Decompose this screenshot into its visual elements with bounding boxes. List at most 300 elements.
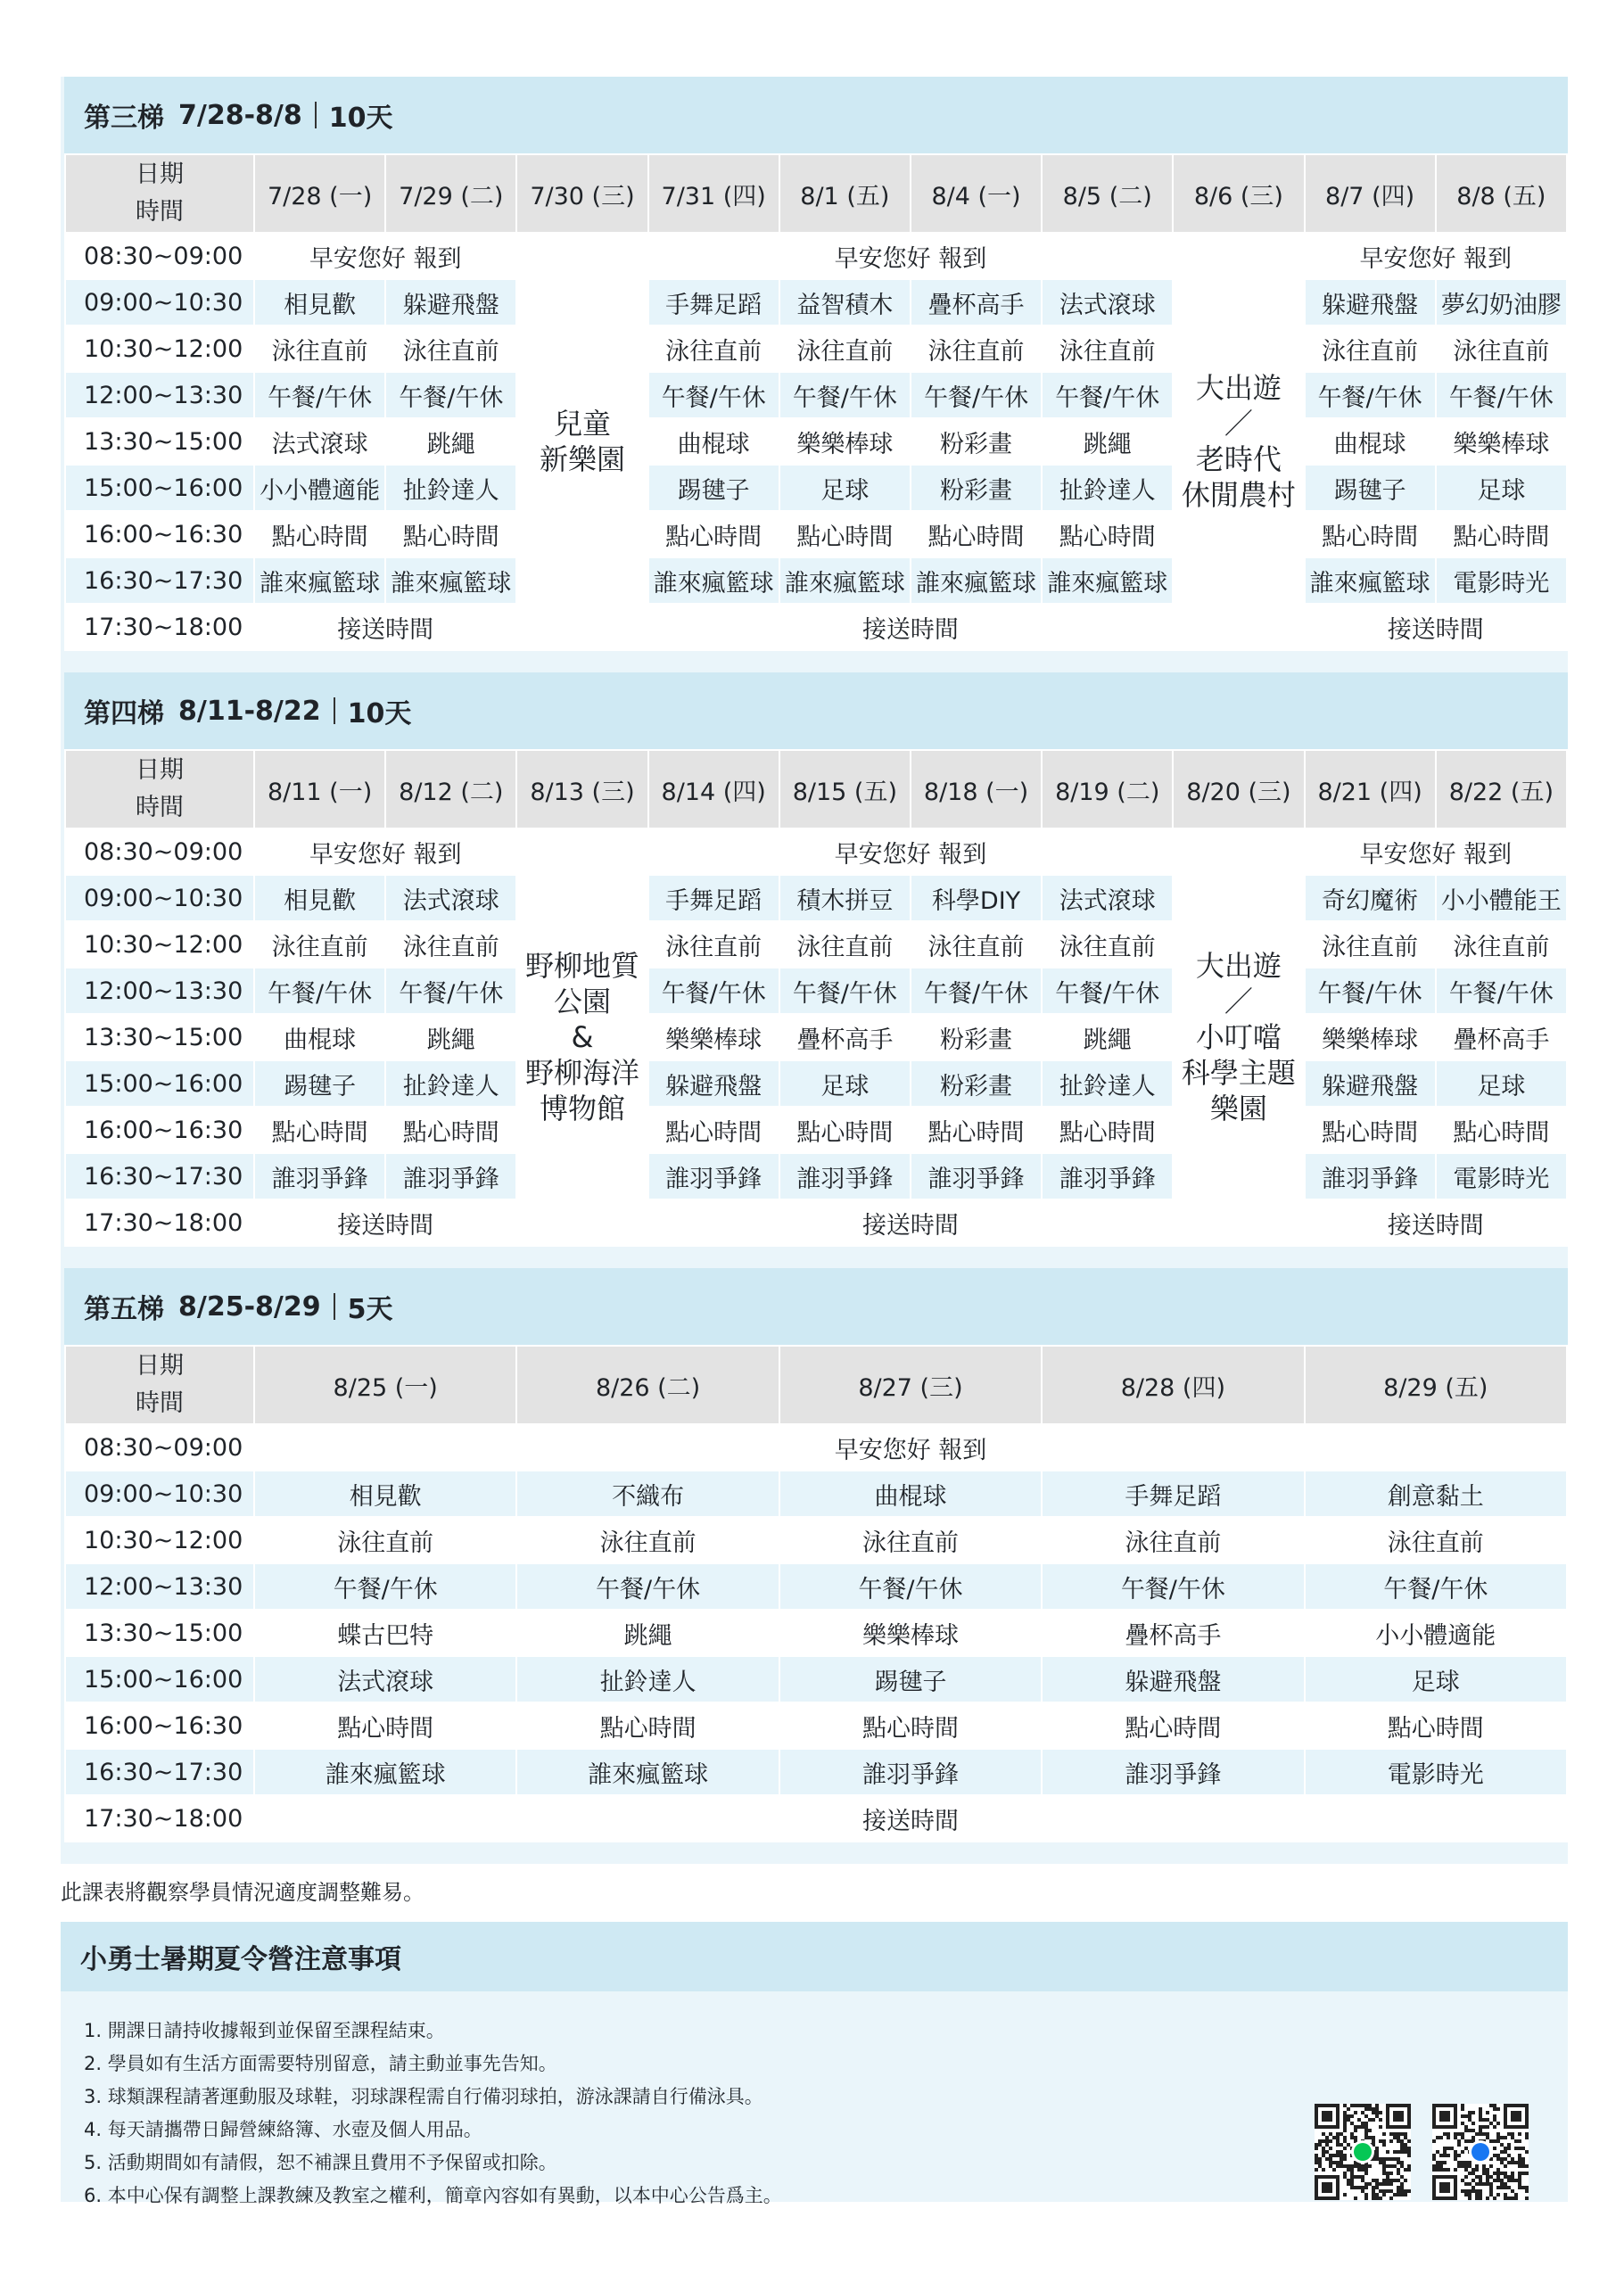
time-row — [66, 1750, 1566, 1794]
session-header — [64, 672, 1568, 749]
date-column-header: 8/25 (一) — [255, 1347, 515, 1423]
activity-cell: 法式滾球 — [1043, 280, 1172, 325]
date-column-header: 8/6 (三) — [1174, 155, 1303, 232]
activity-cell: 泳往直前 — [1059, 933, 1156, 961]
activity-cell: 踢毽子 — [255, 1061, 384, 1106]
activity-cell: 法式滾球 — [271, 430, 368, 458]
date-time-header — [66, 751, 253, 828]
check-in-cell: 早安您好 報到 — [255, 234, 515, 278]
pickup-cell: 接送時間 — [1306, 605, 1567, 649]
activity-cell: 躲避飛盤 — [1043, 1657, 1303, 1702]
time-row — [66, 876, 1566, 920]
field-trip-line: 休閒農村 — [1181, 478, 1296, 512]
activity-cell: 泳往直前 — [796, 337, 894, 366]
activity-cell: 午餐/午休 — [386, 968, 515, 1013]
field-trip-line: 新樂園 — [539, 442, 625, 476]
time-row — [66, 326, 1566, 371]
activity-cell: 泳往直前 — [1322, 933, 1419, 961]
activity-cell: 扯鈴達人 — [386, 1061, 515, 1106]
notice-item: 1. 開課日請持收據報到並保留至課程結束。 — [84, 2020, 445, 2041]
header-row — [66, 751, 1566, 828]
activity-cell: 點心時間 — [337, 1714, 434, 1743]
activity-cell: 點心時間 — [402, 523, 499, 551]
activity-cell: 泳往直前 — [402, 933, 499, 961]
field-trip-line: 大出遊 — [1195, 371, 1282, 405]
date-column-header: 8/4 (一) — [911, 155, 1041, 232]
time-slot: 09:00~10:30 — [66, 876, 253, 920]
notice-title: 小勇士暑期夏令營注意事項 — [61, 1922, 1568, 1991]
empty-cell — [517, 829, 647, 874]
check-in-cell: 早安您好 報到 — [649, 829, 1173, 874]
time-label: 時間 — [136, 1389, 184, 1417]
activity-cell: 泳往直前 — [402, 337, 499, 366]
activity-cell: 相見歡 — [255, 280, 384, 325]
time-slot: 15:00~16:00 — [66, 466, 253, 510]
check-in-cell: 早安您好 報到 — [255, 829, 515, 874]
date-column-header: 8/8 (五) — [1437, 155, 1566, 232]
activity-cell: 誰羽爭鋒 — [1043, 1750, 1303, 1794]
time-row — [66, 1657, 1566, 1702]
activity-cell: 泳往直前 — [599, 1529, 697, 1557]
activity-cell: 法式滾球 — [1043, 876, 1172, 920]
field-trip-line: 博物館 — [539, 1092, 625, 1125]
empty-cell — [1174, 234, 1303, 278]
activity-cell: 樂樂棒球 — [1322, 1026, 1419, 1054]
activity-cell: 泳往直前 — [1059, 337, 1156, 366]
activity-cell: 點心時間 — [861, 1714, 959, 1743]
time-slot: 16:30~17:30 — [66, 1750, 253, 1794]
notice-item: 6. 本中心保有調整上課教練及教室之權利，簡章內容如有異動，以本中心公告爲主。 — [84, 2185, 782, 2206]
activity-cell: 誰羽爭鋒 — [386, 1154, 515, 1199]
activity-cell: 點心時間 — [927, 523, 1025, 551]
date-column-header: 7/28 (一) — [255, 155, 384, 232]
session-header — [64, 1268, 1568, 1345]
date-column-header: 8/13 (三) — [517, 751, 647, 828]
activity-cell: 足球 — [1437, 466, 1566, 510]
activity-cell: 疊杯高手 — [1125, 1621, 1222, 1650]
activity-cell: 午餐/午休 — [780, 373, 910, 417]
activity-cell: 泳往直前 — [337, 1529, 434, 1557]
field-trip-line: 兒童 — [553, 407, 611, 441]
date-label: 日期 — [136, 756, 184, 784]
activity-cell: 手舞足蹈 — [649, 280, 779, 325]
empty-cell — [1174, 1200, 1303, 1245]
time-slot: 08:30~09:00 — [66, 829, 253, 874]
activity-cell: 泳往直前 — [927, 933, 1025, 961]
session-title: 第五梯 — [84, 1294, 164, 1325]
date-time-header — [66, 1347, 253, 1423]
field-trip-cell — [517, 876, 647, 1199]
check-in-cell: 早安您好 報到 — [1306, 829, 1567, 874]
session-days: 10天 — [347, 698, 412, 729]
time-slot: 15:00~16:00 — [66, 1061, 253, 1106]
activity-cell: 手舞足蹈 — [1043, 1471, 1303, 1516]
time-slot: 13:30~15:00 — [66, 1611, 253, 1655]
activity-cell: 跳繩 — [1083, 1026, 1132, 1054]
activity-cell: 曲棍球 — [1333, 430, 1406, 458]
date-column-header: 8/28 (四) — [1043, 1347, 1303, 1423]
activity-cell: 樂樂棒球 — [665, 1026, 763, 1054]
session-dates: 8/25-8/29 — [178, 1290, 321, 1323]
pickup-cell: 接送時間 — [649, 605, 1173, 649]
activity-cell: 點心時間 — [1387, 1714, 1484, 1743]
activity-cell: 誰來瘋籃球 — [1043, 558, 1172, 603]
time-row — [66, 280, 1566, 325]
time-row — [66, 968, 1566, 1013]
activity-cell: 踢毽子 — [1306, 466, 1435, 510]
time-row — [66, 1518, 1566, 1562]
notice-body — [61, 1991, 1568, 2206]
activity-cell: 蝶古巴特 — [337, 1621, 434, 1650]
activity-cell: 點心時間 — [271, 1118, 368, 1147]
time-slot: 17:30~18:00 — [66, 1200, 253, 1245]
activity-cell: 午餐/午休 — [1437, 968, 1566, 1013]
field-trip-line: & — [571, 1020, 594, 1054]
check-in-cell: 早安您好 報到 — [255, 1425, 1566, 1470]
activity-cell: 泳往直前 — [1387, 1529, 1484, 1557]
session-title: 第三梯 — [84, 103, 164, 134]
notice-item: 3. 球類課程請著運動服及球鞋，羽球課程需自行備羽球拍，游泳課請自行備泳具。 — [84, 2086, 763, 2107]
activity-cell: 扯鈴達人 — [1043, 1061, 1172, 1106]
date-column-header: 8/20 (三) — [1174, 751, 1303, 828]
activity-cell: 法式滾球 — [255, 1657, 515, 1702]
activity-cell: 泳往直前 — [1453, 337, 1550, 366]
date-column-header: 8/27 (三) — [780, 1347, 1041, 1423]
activity-cell: 相見歡 — [255, 876, 384, 920]
activity-cell: 跳繩 — [623, 1621, 672, 1650]
activity-cell: 午餐/午休 — [1306, 968, 1435, 1013]
activity-cell: 點心時間 — [1322, 1118, 1419, 1147]
notice-panel — [61, 1922, 1568, 2206]
activity-cell: 誰來瘋籃球 — [255, 1750, 515, 1794]
time-slot: 16:00~16:30 — [66, 512, 253, 556]
activity-cell: 跳繩 — [426, 1026, 475, 1054]
activity-cell: 午餐/午休 — [1043, 968, 1172, 1013]
date-column-header: 7/29 (二) — [386, 155, 515, 232]
activity-cell: 午餐/午休 — [780, 1564, 1041, 1609]
activity-cell: 午餐/午休 — [780, 968, 910, 1013]
time-row — [66, 605, 1566, 649]
time-slot: 10:30~12:00 — [66, 326, 253, 371]
activity-cell: 點心時間 — [1322, 523, 1419, 551]
time-row — [66, 1471, 1566, 1516]
activity-cell: 疊杯高手 — [911, 280, 1041, 325]
activity-cell: 泳往直前 — [927, 337, 1025, 366]
session-days: 10天 — [328, 103, 393, 134]
date-column-header: 7/30 (三) — [517, 155, 647, 232]
time-row — [66, 1564, 1566, 1609]
activity-cell: 積木拼豆 — [780, 876, 910, 920]
time-slot: 16:30~17:30 — [66, 1154, 253, 1199]
divider — [334, 697, 335, 724]
activity-cell: 手舞足蹈 — [649, 876, 779, 920]
activity-cell: 點心時間 — [271, 523, 368, 551]
time-slot: 08:30~09:00 — [66, 234, 253, 278]
field-trip-cell — [517, 280, 647, 603]
empty-cell — [517, 1200, 647, 1245]
date-label: 日期 — [136, 1352, 184, 1380]
field-trip-line: ／ — [1224, 985, 1253, 1018]
activity-cell: 誰來瘋籃球 — [1306, 558, 1435, 603]
activity-cell: 點心時間 — [1059, 1118, 1156, 1147]
pickup-cell: 接送時間 — [255, 1200, 515, 1245]
activity-cell: 點心時間 — [1453, 1118, 1550, 1147]
activity-cell: 點心時間 — [402, 1118, 499, 1147]
activity-cell: 誰來瘋籃球 — [780, 558, 910, 603]
activity-cell: 點心時間 — [796, 1118, 894, 1147]
activity-cell: 泳往直前 — [796, 933, 894, 961]
activity-cell: 疊杯高手 — [796, 1026, 894, 1054]
time-slot: 13:30~15:00 — [66, 419, 253, 464]
activity-cell: 誰羽爭鋒 — [255, 1154, 384, 1199]
activity-cell: 誰來瘋籃球 — [911, 558, 1041, 603]
time-row — [66, 1611, 1566, 1655]
divider — [315, 102, 317, 128]
time-slot: 10:30~12:00 — [66, 1518, 253, 1562]
pickup-cell: 接送時間 — [255, 605, 515, 649]
time-slot: 09:00~10:30 — [66, 1471, 253, 1516]
activity-cell: 泳往直前 — [1125, 1529, 1222, 1557]
session-section — [61, 1268, 1568, 1864]
activity-cell: 電影時光 — [1306, 1750, 1566, 1794]
empty-cell — [517, 234, 647, 278]
activity-cell: 午餐/午休 — [649, 968, 779, 1013]
date-column-header: 8/14 (四) — [649, 751, 779, 828]
activity-cell: 泳往直前 — [665, 933, 763, 961]
time-row — [66, 1796, 1566, 1841]
time-slot: 12:00~13:30 — [66, 968, 253, 1013]
activity-cell: 點心時間 — [1125, 1714, 1222, 1743]
divider — [334, 1293, 335, 1320]
empty-cell — [517, 605, 647, 649]
activity-cell: 點心時間 — [927, 1118, 1025, 1147]
activity-cell: 午餐/午休 — [1306, 1564, 1566, 1609]
activity-cell: 粉彩畫 — [940, 1026, 1013, 1054]
time-row — [66, 922, 1566, 967]
activity-cell: 足球 — [1306, 1657, 1566, 1702]
activity-cell: 點心時間 — [665, 1118, 763, 1147]
notice-item: 2. 學員如有生活方面需要特別留意，請主動並事先告知。 — [84, 2053, 557, 2074]
activity-cell: 跳繩 — [426, 430, 475, 458]
field-trip-line: 小叮噹 — [1195, 1020, 1282, 1054]
time-slot: 16:00~16:30 — [66, 1108, 253, 1152]
time-slot: 12:00~13:30 — [66, 1564, 253, 1609]
activity-cell: 扯鈴達人 — [386, 466, 515, 510]
time-row — [66, 558, 1566, 603]
field-trip-line: 科學主題 — [1181, 1056, 1296, 1090]
activity-cell: 電影時光 — [1437, 558, 1566, 603]
activity-cell: 樂樂棒球 — [1453, 430, 1550, 458]
activity-cell: 誰來瘋籃球 — [255, 558, 384, 603]
time-row — [66, 1703, 1566, 1748]
activity-cell: 小小體適能 — [1375, 1621, 1496, 1650]
activity-cell: 不織布 — [517, 1471, 778, 1516]
date-column-header: 8/7 (四) — [1306, 155, 1435, 232]
date-column-header: 8/29 (五) — [1306, 1347, 1566, 1423]
field-trip-cell — [1174, 876, 1303, 1199]
date-time-header — [66, 155, 253, 232]
activity-cell: 足球 — [780, 1061, 910, 1106]
time-row — [66, 466, 1566, 510]
date-column-header: 8/11 (一) — [255, 751, 384, 828]
activity-cell: 法式滾球 — [386, 876, 515, 920]
activity-cell: 午餐/午休 — [1043, 373, 1172, 417]
activity-cell: 扯鈴達人 — [517, 1657, 778, 1702]
date-column-header: 7/31 (四) — [649, 155, 779, 232]
activity-cell: 夢幻奶油膠 — [1437, 280, 1566, 325]
empty-cell — [1174, 829, 1303, 874]
check-in-cell: 早安您好 報到 — [1306, 234, 1567, 278]
activity-cell: 午餐/午休 — [649, 373, 779, 417]
field-trip-line: 老時代 — [1195, 442, 1282, 476]
activity-cell: 益智積木 — [780, 280, 910, 325]
notice-item: 5. 活動期間如有請假，恕不補課且費用不予保留或扣除。 — [84, 2152, 557, 2173]
line-qr-code[interactable] — [1315, 2104, 1411, 2200]
activity-cell: 粉彩畫 — [911, 1061, 1041, 1106]
time-slot: 16:00~16:30 — [66, 1703, 253, 1748]
date-column-header: 8/21 (四) — [1306, 751, 1435, 828]
activity-cell: 躲避飛盤 — [649, 1061, 779, 1106]
schedule-page — [61, 77, 1568, 2206]
activity-cell: 粉彩畫 — [911, 466, 1041, 510]
time-slot: 17:30~18:00 — [66, 605, 253, 649]
activity-cell: 踢毽子 — [649, 466, 779, 510]
session-header — [64, 77, 1568, 153]
activity-cell: 午餐/午休 — [911, 373, 1041, 417]
activity-cell: 誰羽爭鋒 — [1306, 1154, 1435, 1199]
date-column-header: 8/12 (二) — [386, 751, 515, 828]
activity-cell: 誰來瘋籃球 — [517, 1750, 778, 1794]
activity-cell: 創意黏土 — [1306, 1471, 1566, 1516]
pickup-cell: 接送時間 — [1306, 1200, 1567, 1245]
field-trip-line: 樂園 — [1209, 1092, 1267, 1125]
time-slot: 13:30~15:00 — [66, 1015, 253, 1059]
time-row — [66, 829, 1566, 874]
activity-cell: 誰來瘋籃球 — [649, 558, 779, 603]
activity-cell: 泳往直前 — [271, 337, 368, 366]
time-slot: 15:00~16:00 — [66, 1657, 253, 1702]
pickup-cell: 接送時間 — [649, 1200, 1173, 1245]
time-slot: 17:30~18:00 — [66, 1796, 253, 1841]
activity-cell: 曲棍球 — [677, 430, 750, 458]
session-section — [61, 672, 1568, 1268]
activity-cell: 點心時間 — [1059, 523, 1156, 551]
activity-cell: 足球 — [1437, 1061, 1566, 1106]
field-trip-line: 野柳地質 — [524, 949, 639, 983]
session-section — [61, 77, 1568, 672]
time-slot: 16:30~17:30 — [66, 558, 253, 603]
activity-cell: 泳往直前 — [665, 337, 763, 366]
schedule-table — [64, 1345, 1568, 1842]
time-label: 時間 — [136, 198, 184, 226]
activity-cell: 曲棍球 — [284, 1026, 357, 1054]
time-row — [66, 1061, 1566, 1106]
activity-cell: 點心時間 — [796, 523, 894, 551]
activity-cell: 小小體適能 — [255, 466, 384, 510]
activity-cell: 躲避飛盤 — [1306, 280, 1435, 325]
facebook-icon — [1469, 2140, 1492, 2163]
activity-cell: 午餐/午休 — [255, 1564, 515, 1609]
activity-cell: 泳往直前 — [1322, 337, 1419, 366]
time-row — [66, 1108, 1566, 1152]
activity-cell: 跳繩 — [1083, 430, 1132, 458]
date-column-header: 8/22 (五) — [1437, 751, 1566, 828]
session-days: 5天 — [347, 1294, 393, 1325]
activity-cell: 午餐/午休 — [1043, 1564, 1303, 1609]
date-column-header: 8/19 (二) — [1043, 751, 1172, 828]
facebook-qr-code[interactable] — [1432, 2104, 1529, 2200]
line-icon — [1351, 2140, 1374, 2163]
date-column-header: 8/5 (二) — [1043, 155, 1172, 232]
schedule-table — [64, 153, 1568, 651]
activity-cell: 疊杯高手 — [1453, 1026, 1550, 1054]
field-trip-line: 公園 — [553, 985, 611, 1018]
activity-cell: 誰羽爭鋒 — [649, 1154, 779, 1199]
time-slot: 09:00~10:30 — [66, 280, 253, 325]
activity-cell: 午餐/午休 — [1306, 373, 1435, 417]
activity-cell: 樂樂棒球 — [796, 430, 894, 458]
activity-cell: 誰羽爭鋒 — [780, 1154, 910, 1199]
activity-cell: 午餐/午休 — [1437, 373, 1566, 417]
time-label: 時間 — [136, 794, 184, 821]
session-dates: 7/28-8/8 — [178, 99, 302, 131]
date-column-header: 8/18 (一) — [911, 751, 1041, 828]
header-row — [66, 155, 1566, 232]
time-row — [66, 1015, 1566, 1059]
activity-cell: 點心時間 — [1453, 523, 1550, 551]
activity-cell: 午餐/午休 — [911, 968, 1041, 1013]
activity-cell: 躲避飛盤 — [1306, 1061, 1435, 1106]
activity-cell: 電影時光 — [1437, 1154, 1566, 1199]
time-row — [66, 1154, 1566, 1199]
activity-cell: 午餐/午休 — [255, 373, 384, 417]
date-column-header: 8/15 (五) — [780, 751, 910, 828]
activity-cell: 泳往直前 — [861, 1529, 959, 1557]
footnote: 此課表將觀察學員情況適度調整難易。 — [61, 1880, 425, 1905]
activity-cell: 曲棍球 — [780, 1471, 1041, 1516]
check-in-cell: 早安您好 報到 — [649, 234, 1173, 278]
date-column-header: 8/26 (二) — [517, 1347, 778, 1423]
activity-cell: 誰羽爭鋒 — [780, 1750, 1041, 1794]
activity-cell: 相見歡 — [255, 1471, 515, 1516]
activity-cell: 午餐/午休 — [517, 1564, 778, 1609]
time-row — [66, 1200, 1566, 1245]
activity-cell: 午餐/午休 — [255, 968, 384, 1013]
header-row — [66, 1347, 1566, 1423]
field-trip-line: 大出遊 — [1195, 949, 1282, 983]
time-row — [66, 419, 1566, 464]
pickup-cell: 接送時間 — [255, 1796, 1566, 1841]
session-dates: 8/11-8/22 — [178, 695, 321, 727]
empty-cell — [1174, 605, 1303, 649]
schedule-sections — [61, 77, 1568, 1864]
activity-cell: 泳往直前 — [1453, 933, 1550, 961]
activity-cell: 粉彩畫 — [940, 430, 1013, 458]
activity-cell: 誰羽爭鋒 — [911, 1154, 1041, 1199]
time-row — [66, 373, 1566, 417]
date-column-header: 8/1 (五) — [780, 155, 910, 232]
time-slot: 08:30~09:00 — [66, 1425, 253, 1470]
activity-cell: 科學DIY — [911, 876, 1041, 920]
field-trip-line: ／ — [1224, 407, 1253, 441]
time-row — [66, 234, 1566, 278]
activity-cell: 扯鈴達人 — [1043, 466, 1172, 510]
schedule-table — [64, 749, 1568, 1247]
field-trip-line: 野柳海洋 — [524, 1056, 639, 1090]
activity-cell: 樂樂棒球 — [861, 1621, 959, 1650]
activity-cell: 誰來瘋籃球 — [386, 558, 515, 603]
activity-cell: 足球 — [780, 466, 910, 510]
